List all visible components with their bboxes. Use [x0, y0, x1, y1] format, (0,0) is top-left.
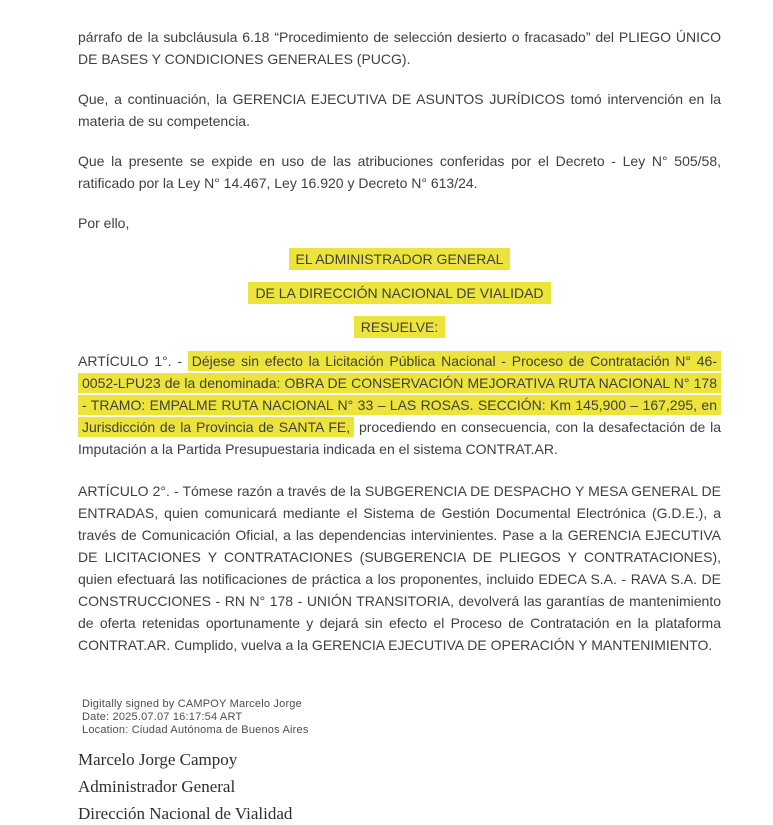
heading-direccion-nacional: [78, 282, 721, 304]
article-2-label: ARTÍCULO 2°. -: [78, 483, 183, 499]
article-1-highlight: Déjese sin efecto la Licitación Pública Nacional - Proceso de Contratación N° 46-0052-LPU23 de la denominada: OBRA DE CONSERVACIÓN MEJORATIVA RUTA NACIONAL N° 178 - TRAMO: EMPALME RUTA NACIONAL N° 33 – LAS ROSAS. SECCIÓN: Km 145,900 – 167,295, en Jurisdicción de la Provincia de SANTA FE,: [78, 351, 721, 437]
body-paragraph-por-ello: Por ello,: [78, 215, 130, 231]
signer-organization: Dirección Nacional de Vialidad: [78, 804, 293, 823]
article-1-label: ARTÍCULO 1°. -: [78, 353, 188, 369]
body-paragraph-pucg: párrafo de la subcláusula 6.18 “Procedimiento de selección desierto o fracasado” del PLIEGO ÚNICO DE BASES Y CONDICIONES GENERALES (PUCG).: [78, 29, 721, 67]
body-paragraph-atribuciones: Que la presente se expide en uso de las atribuciones conferidas por el Decreto - Ley N° 505/58, ratificado por la Ley N° 14.467, Ley 16.920 y Decreto N° 613/24.: [78, 153, 721, 191]
digital-signature-line-location: Location: Ciudad Autónoma de Buenos Aires: [82, 724, 309, 736]
body-paragraph-asuntos-juridicos: Que, a continuación, la GERENCIA EJECUTIVA DE ASUNTOS JURÍDICOS tomó intervención en la materia de su competencia.: [78, 91, 721, 129]
digital-signature-line-signer: Digitally signed by CAMPOY Marcelo Jorge: [82, 698, 302, 710]
article-2-paragraph: [78, 480, 721, 656]
highlight-heading-1: EL ADMINISTRADOR GENERAL: [289, 248, 511, 270]
article-1-rest: procediendo en consecuencia, con la desafectación de la Imputación a la Partida Presupuestaria indicada en el sistema CONTRAT.AR.: [78, 419, 721, 457]
digital-signature-line-date: Date: 2025.07.07 16:17:54 ART: [82, 711, 243, 723]
article-1-paragraph: [78, 350, 721, 460]
highlight-heading-2: DE LA DIRECCIÓN NACIONAL DE VIALIDAD: [248, 282, 550, 304]
digital-signature-block: [78, 698, 721, 737]
heading-administrador-general: [78, 248, 721, 270]
signer-name: Marcelo Jorge Campoy: [78, 750, 238, 769]
signer-title: Administrador General: [78, 777, 236, 796]
signer-identity-block: [78, 746, 721, 825]
highlight-heading-3: RESUELVE:: [354, 316, 446, 338]
article-2-text: Tómese razón a través de la SUBGERENCIA DE DESPACHO Y MESA GENERAL DE ENTRADAS, quien comunicará mediante el Sistema de Gestión Documental Electrónica (G.D.E.), a través de Comunicación Oficial, a las dependencias intervinientes. Pase a la GERENCIA EJECUTIVA DE LICITACIONES Y CONTRATACIONES (SUBGERENCIA DE PLIEGOS Y CONTRATACIONES), quien efectuará las notificaciones de práctica a los proponentes, incluido EDECA S.A. - RAVA S.A. DE CONSTRUCCIONES - RN N° 178 - UNIÓN TRANSITORIA, devolverá las garantías de mantenimiento de oferta retenidas oportunamente y dejará sin efecto el Proceso de Contratación en la plataforma CONTRAT.AR. Cumplido, vuelva a la GERENCIA EJECUTIVA DE OPERACIÓN Y MANTENIMIENTO.: [78, 483, 722, 653]
heading-resuelve: [78, 316, 721, 338]
